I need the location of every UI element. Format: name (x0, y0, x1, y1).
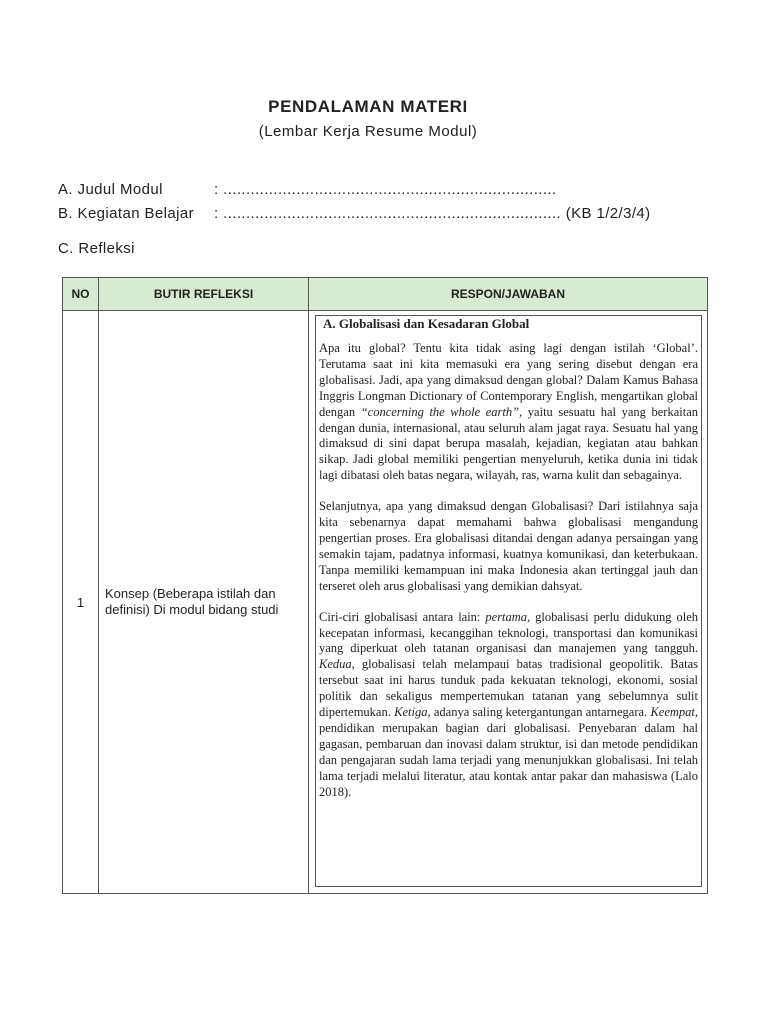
paragraph-1: Apa itu global? Tentu kita tidak asing lagi dengan istilah ‘Global’. Terutama saat ini kita memasuki era yang sering disebut dengan era globalisasi. Jadi, apa yang dimaksud dengan global? Dalam Kamus Bahasa Inggris Longman Dictionary of Contemporary English, mengartikan global dengan “concerning the whole earth”, yaitu sesuatu hal yang berkaitan dengan dunia, internasional, atau seluruh alam jagat raya. Sesuatu hal yang dimaksud di sini dapat berupa masalah, kejadian, kegiatan atau bahkan sikap. Jadi global memiliki pengertian menyeluruh, ketika dunia ini tidak lagi dibatasi oleh batas negara, wilayah, ras, warna kulit dan sebagainya. (319, 341, 698, 483)
field-judul-modul (58, 181, 557, 198)
row-number: 1 (63, 311, 99, 894)
section-title: A. Globalisasi dan Kesadaran Global (323, 316, 530, 331)
paragraph-2: Selanjutnya, apa yang dimaksud dengan Globalisasi? Dari istilahnya saja kita sebenarnya dapat memahami bahwa globalisasi mengandung pengertian proses. Era globalisasi ditandai dengan adanya persaingan yang semakin tajam, padatnya informasi, kuatnya komunikasi, dan keterbukaan. Tanpa memiliki kemampuan ini maka Indonesia akan tertinggal jauh dan terseret oleh arus globalisasi yang demikian dahsyat. (319, 499, 698, 593)
field-refleksi (58, 240, 135, 257)
reflection-table (62, 277, 708, 894)
response-box (315, 315, 702, 887)
kegiatan-belajar-value: : .......................................................................... (KB 1/2/3/4) (214, 205, 651, 222)
table-header-row (63, 278, 708, 311)
kegiatan-belajar-label: B. Kegiatan Belajar (58, 205, 195, 222)
header-no: NO (63, 278, 99, 311)
row-butir: Konsep (Beberapa istilah dan definisi) Di modul bidang studi (99, 311, 309, 894)
row-response-cell (309, 311, 708, 894)
refleksi-label: C. Refleksi (58, 240, 135, 257)
page-title: PENDALAMAN MATERI (268, 97, 468, 116)
table-row (63, 311, 708, 894)
page-subtitle: (Lembar Kerja Resume Modul) (258, 123, 478, 140)
paragraph-3: Ciri-ciri globalisasi antara lain: pertama, globalisasi perlu didukung oleh kecepatan informasi, kecanggihan teknologi, transportasi dan komunikasi yang diperkuat oleh tatanan organisasi dan manajemen yang tangguh. Kedua, globalisasi telah melampaui batas tradisional geopolitik. Batas tersebut saat ini harus tunduk pada kekuatan teknologi, ekonomi, sosial politik dan sekaligus mempertemukan tatanan yang sebelumnya sulit dipertemukan. Ketiga, adanya saling ketergantungan antarnegara. Keempat, pendidikan merupakan bagian dari globalisasi. Penyebaran dalam hal gagasan, pembaruan dan inovasi dalam struktur, isi dan metode pendidikan dan pengajaran sudah lama terjadi yang menunjukkan globalisasi. Ini telah lama terjadi melalui literatur, atau kontak antar pakar dan mahasiswa (Lalo 2018). (319, 609, 698, 799)
header-respon-jawaban: RESPON/JAWABAN (309, 278, 708, 311)
field-kegiatan-belajar (58, 205, 651, 222)
header-butir-refleksi: BUTIR REFLEKSI (99, 278, 309, 311)
judul-modul-value: : ......................................................................... (214, 181, 557, 198)
judul-modul-label: A. Judul Modul (58, 181, 163, 198)
